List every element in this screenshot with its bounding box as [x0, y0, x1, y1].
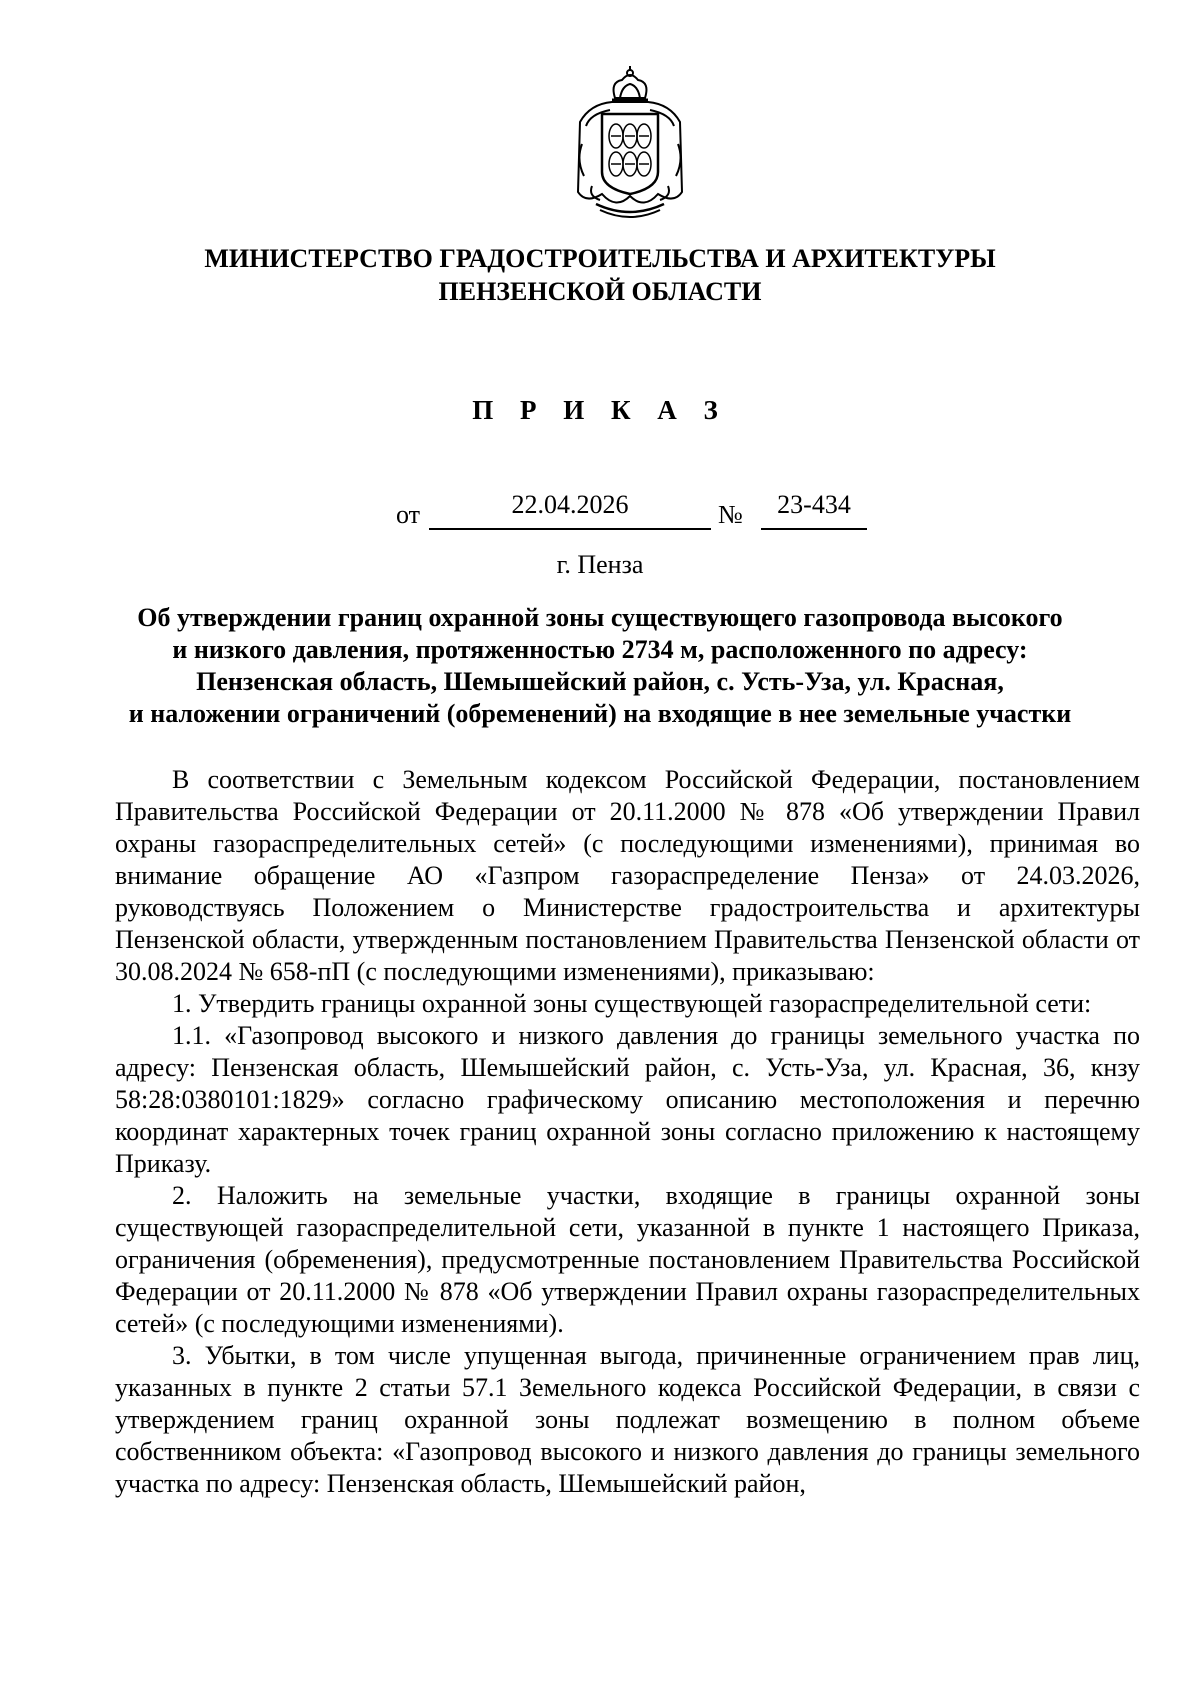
order-date: 22.04.2026: [511, 490, 629, 519]
item-1-paragraph: 1. Утвердить границы охранной зоны существующей газораспределительной сети:: [172, 989, 1092, 1018]
order-body: [115, 764, 1140, 1500]
item-3-paragraph: 3. Убытки, в том числе упущенная выгода, причиненные ограничением прав лиц, указанных в пункте 2 статьи 57.1 Земельного кодекса Российской Федерации, в связи с утверждением границ охранной зоны подлежат возмещению в полном объеме собственником объекта: «Газопровод высокого и низкого давления до границы земельного участка по адресу: Пензенская область, Шемышейский район,: [115, 1341, 1140, 1498]
subject-line2: и низкого давления, протяженностью 2734 м, расположенного по адресу:: [172, 635, 1028, 664]
date-prefix: от: [396, 500, 421, 529]
date-underline: [429, 528, 711, 530]
order-number: 23-434: [777, 490, 851, 519]
subject-line1: Об утверждении границ охранной зоны существующего газопровода высокого: [137, 603, 1063, 632]
order-subject: [100, 602, 1100, 730]
item-2-paragraph: 2. Наложить на земельные участки, входящие в границы охранной зоны существующей газораспределительной сети, указанной в пункте 1 настоящего Приказа, ограничения (обременения), предусмотренные постановлением Правительства Российской Федерации от 20.11.2000 № 878 «Об утверждении Правил охраны газораспределительных сетей» (с последующими изменениями).: [115, 1181, 1140, 1338]
coat-of-arms-icon: [570, 64, 690, 222]
order-title: П Р И К А З: [472, 395, 728, 425]
order-city: г. Пенза: [556, 550, 644, 579]
item-1-1-paragraph: 1.1. «Газопровод высокого и низкого давления до границы земельного участка по адресу: Пензенская область, Шемышейский район, с. Усть-Уза, ул. Красная, 36, кнзу 58:28:0380101:1829» согласно графическому описанию местоположения и перечню координат характерных точек границ охранной зоны согласно приложению к настоящему Приказу.: [115, 1021, 1140, 1178]
ministry-name-line2: ПЕНЗЕНСКОЙ ОБЛАСТИ: [438, 277, 762, 306]
order-dateline: [0, 490, 1200, 530]
ministry-name-line1: МИНИСТЕРСТВО ГРАДОСТРОИТЕЛЬСТВА И АРХИТЕКТУРЫ: [204, 244, 996, 273]
number-prefix: №: [718, 500, 743, 529]
preamble-paragraph: В соответствии с Земельным кодексом Российской Федерации, постановлением Правительства Российской Федерации от 20.11.2000 № 878 «Об утверждении Правил охраны газораспределительных сетей» (с последующими изменениями), принимая во внимание обращение АО «Газпром газораспределение Пенза» от 24.03.2026, руководствуясь Положением о Министерстве градостроительства и архитектуры Пензенской области, утвержденным постановлением Правительства Пензенской области от 30.08.2024 № 658-пП (с последующими изменениями), приказываю:: [115, 765, 1140, 986]
subject-line3: Пензенская область, Шемышейский район, с. Усть-Уза, ул. Красная,: [196, 667, 1004, 696]
subject-line4: и наложении ограничений (обременений) на входящие в нее земельные участки: [128, 699, 1072, 728]
number-underline: [761, 528, 867, 530]
